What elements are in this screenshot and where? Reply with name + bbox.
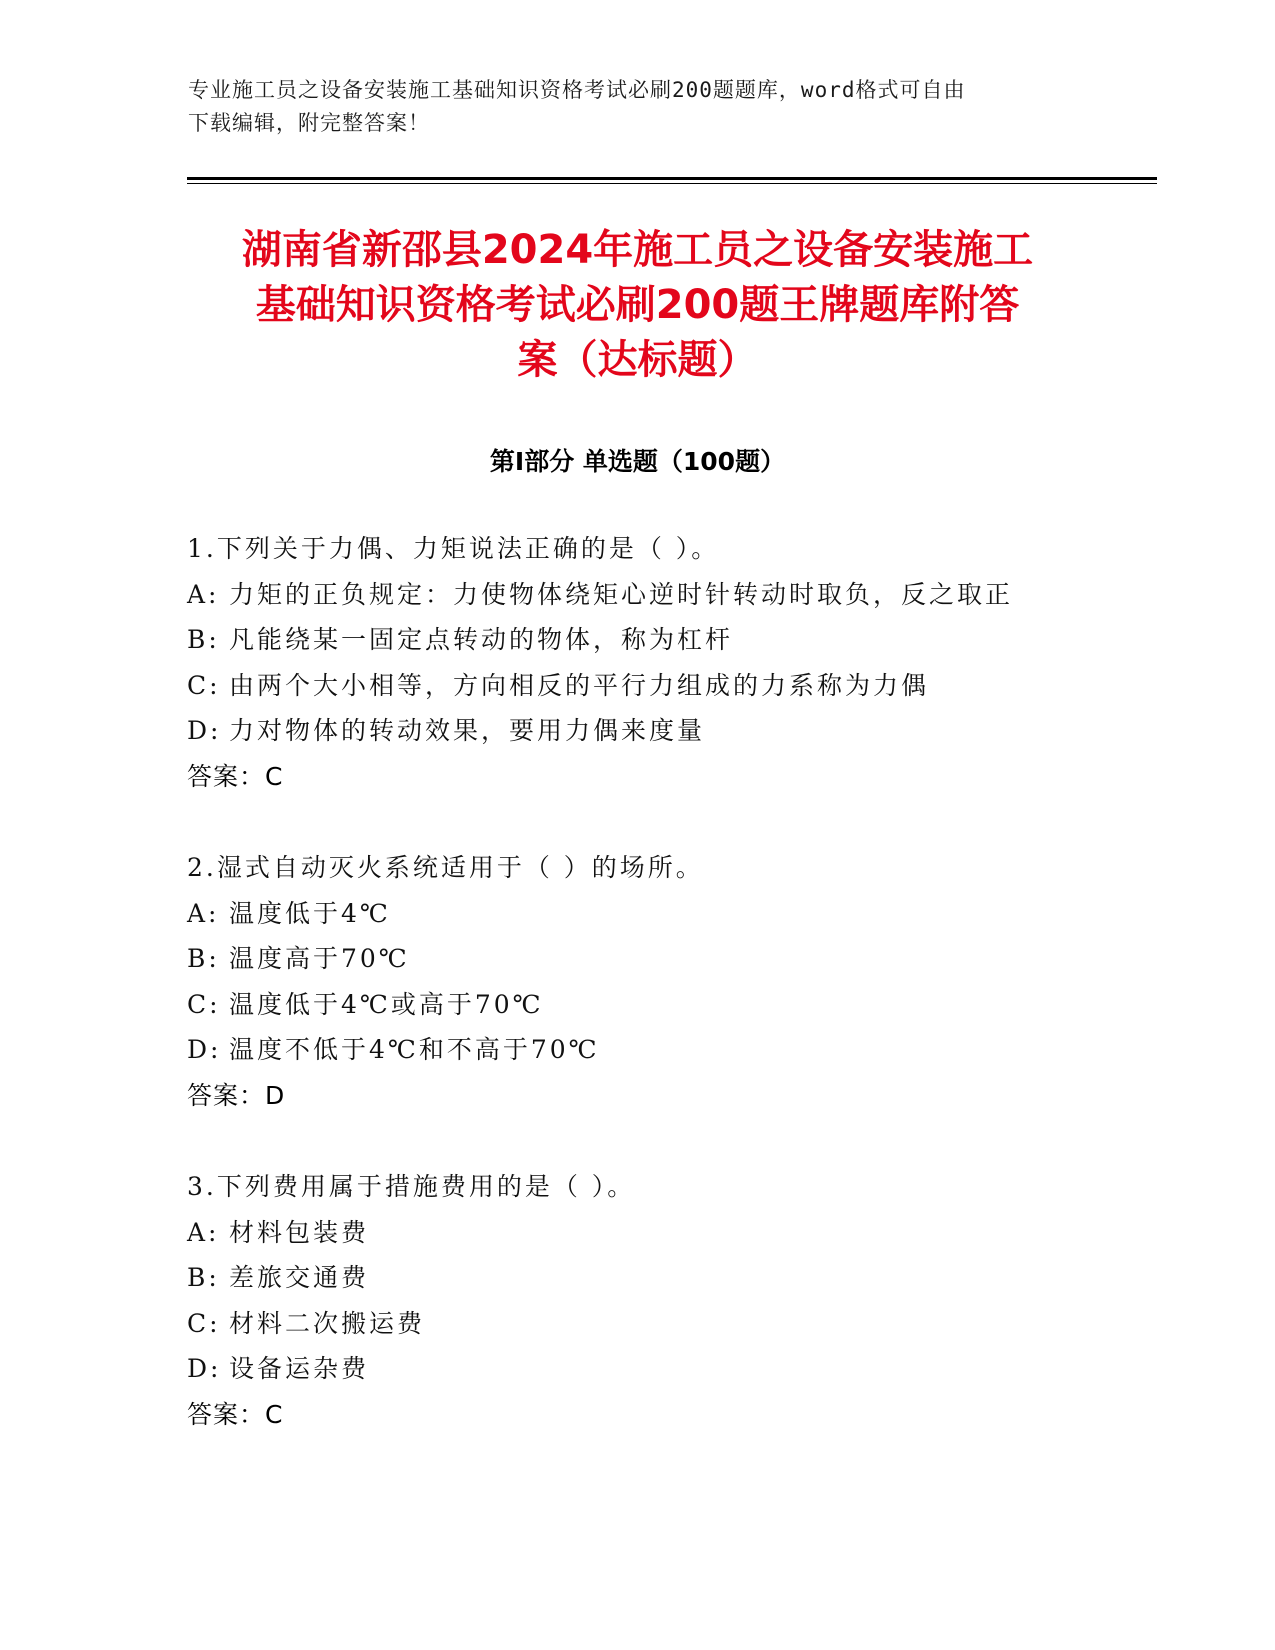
document-title-line-3: 案（达标题） xyxy=(517,337,758,383)
question-option xyxy=(187,1210,1137,1256)
option-letter: B: xyxy=(187,1263,220,1292)
header-divider-thick xyxy=(187,177,1157,180)
option-text: 温度低于4℃或高于70℃ xyxy=(229,989,544,1019)
document-title xyxy=(170,223,1105,388)
question-option xyxy=(187,982,1137,1028)
question-item xyxy=(187,526,1137,799)
question-option xyxy=(187,617,1137,663)
option-text: 材料二次搬运费 xyxy=(229,1308,426,1338)
question-option xyxy=(187,891,1137,937)
option-text: 温度高于70℃ xyxy=(229,944,410,973)
option-letter: C: xyxy=(187,989,221,1019)
option-text: 差旅交通费 xyxy=(229,1263,370,1292)
option-letter: D: xyxy=(187,1035,222,1064)
question-option xyxy=(187,708,1137,754)
question-stem: 3.下列费用属于措施费用的是（ ）。 xyxy=(187,1172,636,1201)
question-stem: 1.下列关于力偶、力矩说法正确的是（ ）。 xyxy=(187,534,720,563)
question-option xyxy=(187,1301,1137,1347)
option-letter: A: xyxy=(187,579,220,609)
option-text: 力对物体的转动效果，要用力偶来度量 xyxy=(229,716,706,745)
question-list xyxy=(187,526,1137,1483)
question-option xyxy=(187,936,1137,982)
option-text: 力矩的正负规定：力使物体绕矩心逆时针转动时取负，反之取正 xyxy=(229,579,1014,609)
header-note xyxy=(188,74,1088,140)
question-item xyxy=(187,845,1137,1118)
option-letter: C: xyxy=(187,1308,221,1338)
option-letter: B: xyxy=(187,944,220,973)
question-option xyxy=(187,1255,1137,1301)
option-letter: B: xyxy=(187,625,220,654)
question-option xyxy=(187,1346,1137,1392)
header-note-line-1: 专业施工员之设备安装施工基础知识资格考试必刷200题题库，word格式可自由 xyxy=(188,78,966,102)
option-text: 温度低于4℃ xyxy=(229,898,391,928)
question-option xyxy=(187,1027,1137,1073)
document-title-line-2: 基础知识资格考试必刷200题王牌题库附答 xyxy=(255,282,1020,328)
question-option xyxy=(187,663,1137,709)
question-stem: 2.湿式自动灭火系统适用于（ ）的场所。 xyxy=(187,853,704,882)
option-letter: C: xyxy=(187,670,221,700)
header-note-line-2: 下载编辑，附完整答案！ xyxy=(188,111,430,135)
option-text: 设备运杂费 xyxy=(229,1354,370,1383)
section-title: 第Ⅰ部分 单选题（100题） xyxy=(489,447,786,476)
document-title-line-1: 湖南省新邵县2024年施工员之设备安装施工 xyxy=(241,227,1034,273)
question-answer: 答案：D xyxy=(187,1080,286,1110)
option-text: 由两个大小相等，方向相反的平行力组成的力系称为力偶 xyxy=(229,670,930,700)
option-text: 温度不低于4℃和不高于70℃ xyxy=(229,1035,600,1064)
option-text: 凡能绕某一固定点转动的物体，称为杠杆 xyxy=(229,625,734,654)
question-answer: 答案：C xyxy=(187,761,284,791)
option-letter: A: xyxy=(187,898,220,928)
header-divider-thin xyxy=(187,183,1157,184)
option-letter: D: xyxy=(187,716,222,745)
option-text: 材料包装费 xyxy=(229,1217,370,1247)
option-letter: A: xyxy=(187,1217,220,1247)
question-option xyxy=(187,572,1137,618)
option-letter: D: xyxy=(187,1354,222,1383)
question-item xyxy=(187,1164,1137,1437)
question-answer: 答案：C xyxy=(187,1399,284,1429)
